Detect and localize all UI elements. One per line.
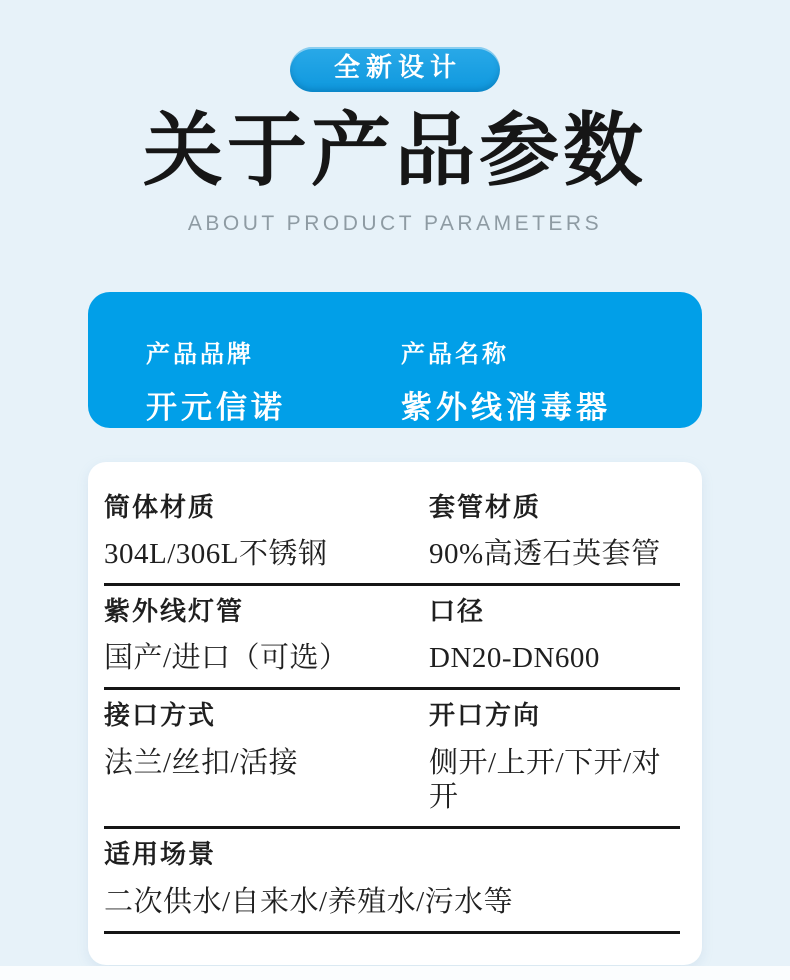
- product-name-value: 紫外线消毒器: [401, 389, 611, 425]
- spec-label: 口径: [429, 596, 486, 626]
- spec-cell: [104, 596, 429, 676]
- spec-cell: [429, 700, 680, 815]
- product-name-label: 产品名称: [401, 341, 509, 368]
- spec-row: [104, 829, 680, 933]
- new-design-badge: 全新设计: [290, 47, 500, 92]
- spec-value: 二次供水/自来水/养殖水/污水等: [104, 885, 514, 918]
- spec-card: [88, 462, 702, 965]
- spec-row: [104, 482, 680, 586]
- spec-cell: [429, 596, 680, 676]
- spec-row: [104, 586, 680, 690]
- spec-value: 国产/进口（可选）: [104, 642, 349, 675]
- spec-value: 304L/306L不锈钢: [104, 538, 328, 571]
- spec-cell: [104, 700, 429, 815]
- spec-cell: [104, 839, 680, 919]
- badge-container: [0, 0, 790, 92]
- section-subtitle: ABOUT PRODUCT PARAMETERS: [187, 211, 603, 235]
- brand-value: 开元信诺: [146, 389, 286, 425]
- spec-label: 接口方式: [104, 701, 217, 731]
- brand-card-column: [146, 334, 401, 428]
- spec-label: 紫外线灯管: [104, 596, 245, 626]
- spec-value: 侧开/上开/下开/对开: [429, 746, 662, 814]
- brand-card: [88, 292, 702, 428]
- spec-value: DN20-DN600: [429, 642, 600, 675]
- next-section-edge: [0, 966, 790, 980]
- spec-value: 90%高透石英套管: [429, 538, 661, 571]
- spec-value: 法兰/丝扣/活接: [104, 746, 299, 779]
- spec-label: 开口方向: [429, 701, 542, 731]
- brand-label: 产品品牌: [146, 341, 254, 368]
- spec-label: 筒体材质: [104, 492, 217, 522]
- spec-label: 套管材质: [429, 492, 542, 522]
- spec-cell: [104, 492, 429, 572]
- section-title: 关于产品参数: [143, 107, 647, 196]
- brand-card-column: [401, 334, 611, 428]
- spec-label: 适用场景: [104, 840, 217, 870]
- spec-row: [104, 690, 680, 829]
- spec-cell: [429, 492, 680, 572]
